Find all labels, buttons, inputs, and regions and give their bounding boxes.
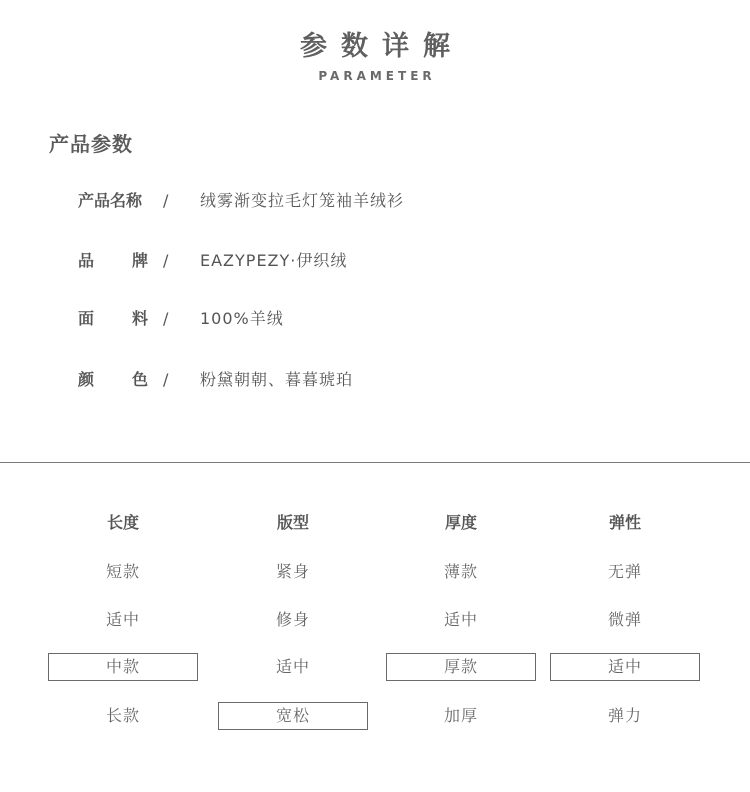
param-separator: /	[163, 309, 169, 328]
attribute-option-selected: 适中	[550, 653, 700, 681]
attribute-header: 版型	[276, 513, 309, 532]
attribute-header: 厚度	[444, 513, 477, 532]
divider	[0, 462, 750, 463]
attribute-header: 弹性	[608, 513, 641, 532]
attribute-option-selected: 厚款	[386, 653, 536, 681]
param-label-text: 面	[78, 309, 95, 328]
attribute-option: 无弹	[607, 562, 642, 581]
param-label	[78, 368, 148, 392]
page-title: 参数详解	[300, 31, 464, 62]
param-row	[0, 307, 750, 337]
param-label-text: 产品名称	[78, 191, 143, 210]
attribute-option-selected: 宽松	[218, 702, 368, 730]
param-value: 100%羊绒	[200, 309, 284, 328]
param-row	[0, 368, 750, 398]
param-separator: /	[163, 251, 169, 270]
param-separator: /	[163, 191, 169, 210]
param-label	[78, 249, 148, 273]
attribute-option: 修身	[275, 610, 310, 629]
attribute-option: 微弹	[607, 610, 642, 629]
attribute-header: 长度	[106, 513, 139, 532]
param-value: 粉黛朝朝、暮暮琥珀	[200, 370, 354, 389]
param-label-text: 牌	[131, 251, 148, 270]
param-label-text: 颜	[78, 370, 95, 389]
attribute-option: 长款	[105, 706, 140, 725]
attribute-option: 适中	[443, 610, 478, 629]
attribute-option: 紧身	[275, 562, 310, 581]
param-label-text: 色	[131, 370, 148, 389]
param-separator: /	[163, 370, 169, 389]
attribute-option: 短款	[105, 562, 140, 581]
param-row	[0, 249, 750, 279]
attribute-option: 加厚	[443, 706, 478, 725]
attribute-option: 弹力	[607, 706, 642, 725]
attribute-option-selected: 中款	[48, 653, 198, 681]
param-label	[78, 307, 148, 331]
attribute-option: 薄款	[443, 562, 478, 581]
attribute-option: 适中	[275, 657, 310, 676]
param-label-text: 品	[78, 251, 95, 270]
param-value: 绒雾渐变拉毛灯笼袖羊绒衫	[200, 191, 405, 210]
attribute-option: 适中	[105, 610, 140, 629]
page-subtitle: PARAMETER	[318, 69, 436, 83]
section-title-product-params: 产品参数	[49, 132, 133, 156]
param-row	[0, 189, 750, 219]
param-value: EAZYPEZY·伊织绒	[200, 251, 348, 270]
param-label-text: 料	[131, 309, 148, 328]
param-label	[78, 189, 148, 213]
